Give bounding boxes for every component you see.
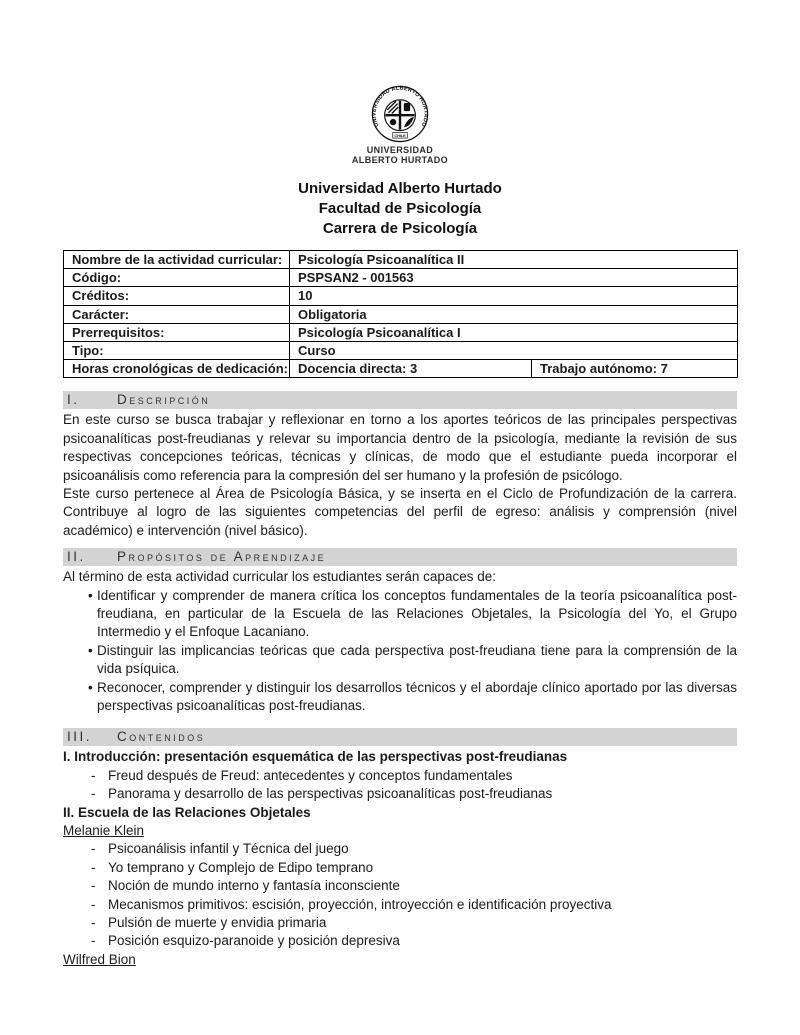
row-value: Psicología Psicoanalítica I [290,323,738,341]
bullet-item [63,587,737,642]
dash-icon: - [91,878,96,894]
row-value: Obligatoria [290,305,738,323]
row-value-autonomo: Trabajo autónomo: 7 [532,360,738,378]
descripcion-body [63,411,737,540]
seal-chile-text: CHILE [394,133,406,138]
section-heading-descripcion [63,391,737,409]
bullet-text: Reconocer, comprender y distinguir los desarrollos técnicos y el abordaje clínico aportado por las diversas perspectivas psicoanalíticas post-freudianas. [97,679,737,713]
document-content [63,250,737,969]
section-heading-propositos [63,548,737,566]
dash-icon: - [91,933,96,949]
section-numeral: II. [67,549,86,565]
contents-dash-item [63,932,737,950]
contents-item-text: Mecanismos primitivos: escisión, proyección, introyección e identificación proyectiva [108,896,612,912]
row-value-docencia: Docencia directa: 3 [290,360,532,378]
bullet-text: Distinguir las implicancias teóricas que cada perspectiva post-freudiana tiene para la comprensión de la vida psíquica. [97,642,737,677]
seal-caption [0,146,800,165]
contents-dash-item [63,914,737,932]
dash-icon: - [91,915,96,931]
dash-icon: - [91,841,96,857]
propositos-intro: Al término de esta actividad curricular los estudiantes serán capaces de: [63,569,496,585]
contents-dash-item [63,877,737,895]
contents-dash-item [63,785,737,803]
row-label: Tipo: [64,341,290,359]
bullet-item [63,679,737,716]
bullet-text: Identificar y comprender de manera crítica los conceptos fundamentales de la teoría psicoanalítica post-freudiana, en particular de la Escuela de las Relaciones Objetales, la Psicología del Yo, el Grupo Intermedio y el Enfoque Lacaniano. [97,587,737,640]
row-value: Curso [290,341,738,359]
descripcion-paragraph-1: En este curso se busca trabajar y reflexionar en torno a los aportes teóricos de las principales perspectivas psicoanalíticas post-freudianas y relevar su importancia dentro de la psicología, mediante la revisión de sus respectivas concepciones teóricas, técnicas y clínicas, de modo que el estudiante pueda incorporar el psicoanálisis como referencia para la compresión del ser humano y la profesión de psicólogo. [63,412,737,483]
document-header [0,0,800,239]
table-row-horas [64,360,738,378]
header-titles [0,179,800,239]
row-label: Carácter: [64,305,290,323]
dash-icon: - [91,896,96,912]
contents-author: Melanie Klein [63,823,145,839]
section-title: Propósitos de Aprendizaje [117,549,327,565]
row-label: Prerrequisitos: [64,323,290,341]
section-numeral: I. [67,392,80,408]
contents-author: Wilfred Bion [63,951,136,967]
contents-author-line [63,822,737,840]
seal-caption-line1: UNIVERSIDAD [366,145,434,155]
table-row-nombre [64,251,738,269]
row-value: 10 [290,287,738,305]
table-row-codigo [64,269,738,287]
seal-arc-text: UNIVERSIDAD ALBERTO HURTADO [371,85,429,128]
contents-author-line [63,951,737,969]
descripcion-paragraph-2: Este curso pertenece al Área de Psicología Básica, y se inserta en el Ciclo de Profundización de la carrera. Contribuye al logro de las siguientes competencias del perfil de egreso: análisis y comprensión (nivel académico) e intervención (nivel básico). [63,485,737,538]
header-title-university: Universidad Alberto Hurtado [298,180,502,197]
table-row-creditos [64,287,738,305]
contents-item-text: Psicoanálisis infantil y Técnica del juego [108,841,349,857]
contents-dash-item [63,840,737,858]
header-title-faculty: Facultad de Psicología [318,200,482,217]
row-label: Créditos: [64,287,290,305]
row-label: Nombre de la actividad curricular: [64,251,290,269]
row-label: Horas cronológicas de dedicación: [64,360,290,378]
university-seal [0,85,800,143]
dash-icon: - [91,786,96,802]
contents-item-text: Yo temprano y Complejo de Edipo temprano [108,859,374,875]
header-title-career: Carrera de Psicología [322,220,478,237]
contents-dash-item [63,767,737,785]
contents-item-text: Pulsión de muerte y envidia primaria [108,915,327,931]
contents-unit-heading: II. Escuela de las Relaciones Objetales [63,804,311,820]
row-value: PSPSAN2 - 001563 [290,269,738,287]
row-label: Código: [64,269,290,287]
contenidos-body [63,748,737,969]
table-row-tipo [64,341,738,359]
contents-item-text: Noción de mundo interno y fantasía inconsciente [108,878,400,894]
seal-crest [404,103,410,111]
contents-item-text: Freud después de Freud: antecedentes y conceptos fundamentales [108,767,513,783]
propositos-body [63,568,737,715]
section-title: Descripción [117,392,211,408]
dash-icon: - [91,767,96,783]
contents-dash-item [63,859,737,877]
bullet-icon: • [88,679,93,695]
seal-emblem [390,119,396,125]
table-row-prerrequisitos [64,323,738,341]
table-row-caracter [64,305,738,323]
seal-cross-horizontal [386,114,415,116]
bullet-icon: • [88,587,93,603]
course-info-table [63,250,738,378]
section-numeral: III. [67,729,93,745]
bullet-icon: • [88,642,93,658]
contents-unit-heading: I. Introducción: presentación esquemática de las perspectivas post-freudianas [63,749,568,765]
row-value: Psicología Psicoanalítica II [290,251,738,269]
dash-icon: - [91,859,96,875]
university-seal-icon [371,85,429,143]
section-heading-contenidos [63,728,737,746]
contents-item-text: Panorama y desarrollo de las perspectivas psicoanalíticas post-freudianas [108,786,553,802]
bullet-item [63,642,737,679]
contents-item-text: Posición esquizo-paranoide y posición depresiva [108,933,400,949]
contents-dash-item [63,896,737,914]
seal-caption-line2: ALBERTO HURTADO [351,154,449,165]
section-title: Contenidos [117,729,206,745]
